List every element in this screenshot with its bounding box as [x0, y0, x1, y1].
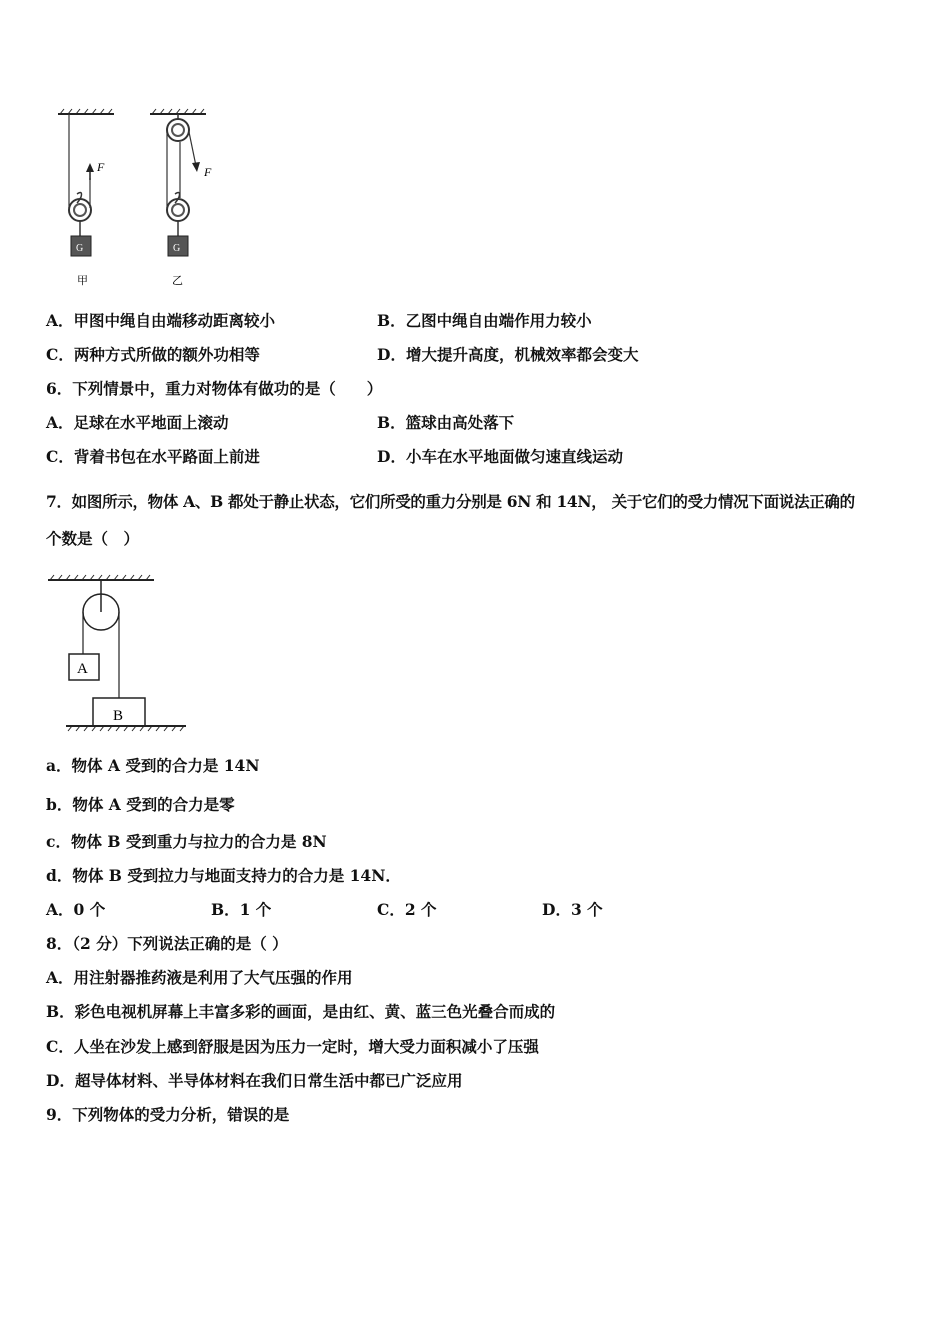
q8-option-b: B．彩色电视机屏幕上丰富多彩的画面，是由红、黄、蓝三色光叠合而成的	[46, 1002, 556, 1021]
figure-label-yi: 乙	[172, 275, 183, 287]
q7-option-d: D．3 个	[542, 900, 603, 919]
q7-stem-line2: 个数是（ ）	[46, 529, 140, 548]
q6-option-c: C．背着书包在水平路面上前进	[46, 447, 260, 466]
block-a-label: A	[77, 661, 88, 677]
q5-option-d: D．增大提升高度，机械效率都会变大	[377, 345, 639, 364]
q7-option-a: A．0 个	[46, 900, 106, 919]
force-label-yi: F	[204, 165, 212, 179]
weight-label-yi: G	[173, 243, 181, 254]
q8-option-c: C．人坐在沙发上感到舒服是因为压力一定时，增大受力面积减小了压强	[46, 1037, 539, 1056]
q7-stem-line1: 7．如图所示，物体 A、B 都处于静止状态，它们所受的重力分别是 6N 和 14N， 关于它们的受力情况下面说法正确的	[46, 492, 855, 511]
q8-option-a: A．用注射器推药液是利用了大气压强的作用	[46, 968, 353, 987]
q5-option-c: C．两种方式所做的额外功相等	[46, 345, 260, 364]
q7-option-b: B．1 个	[211, 900, 272, 919]
q5-option-b: B．乙图中绳自由端作用力较小	[377, 311, 592, 330]
q7-statement-b: b．物体 A 受到的合力是零	[46, 795, 235, 814]
q9-stem: 9．下列物体的受力分析，错误的是	[46, 1105, 290, 1124]
q6-stem: 6．下列情景中，重力对物体有做功的是（ ）	[46, 379, 383, 398]
pulley-figure-ab	[46, 570, 191, 735]
q8-stem: 8．（2 分）下列说法正确的是（ ）	[46, 934, 288, 953]
q7-option-c: C．2 个	[377, 900, 437, 919]
q7-statement-c: c．物体 B 受到重力与拉力的合力是 8N	[46, 832, 327, 851]
figure-label-jia: 甲	[77, 275, 88, 287]
q7-statement-a: a．物体 A 受到的合力是 14N	[46, 756, 260, 775]
q6-option-b: B．篮球由高处落下	[377, 413, 515, 432]
weight-label-jia: G	[76, 243, 84, 254]
q8-option-d: D．超导体材料、半导体材料在我们日常生活中都已广泛应用	[46, 1071, 463, 1090]
q7-statement-d: d．物体 B 受到拉力与地面支持力的合力是 14N．	[46, 866, 401, 885]
force-label-jia: F	[97, 160, 105, 174]
block-b-label: B	[113, 708, 124, 724]
q6-option-a: A．足球在水平地面上滚动	[46, 413, 229, 432]
q6-option-d: D．小车在水平地面做匀速直线运动	[377, 447, 623, 466]
pulley-figure-jia-yi	[50, 108, 230, 293]
q5-option-a: A．甲图中绳自由端移动距离较小	[46, 311, 276, 330]
